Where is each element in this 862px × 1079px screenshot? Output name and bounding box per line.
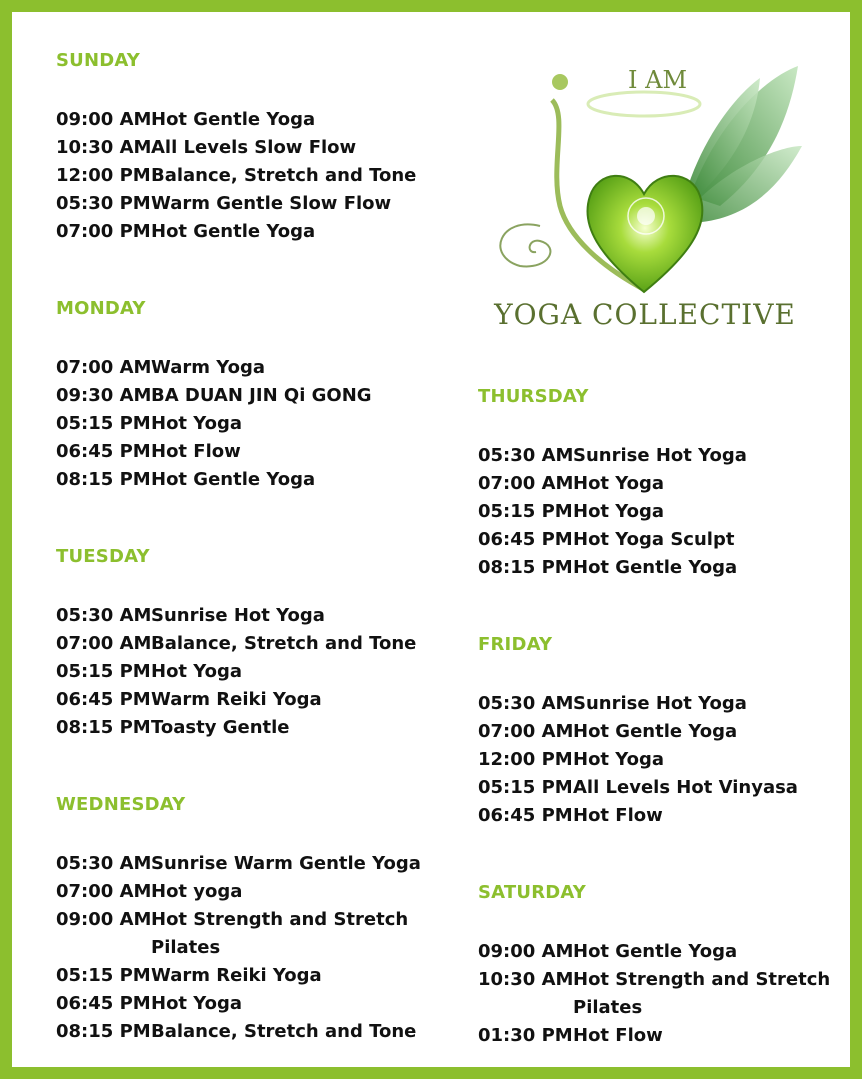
class-name: Warm Reiki Yoga — [151, 965, 322, 986]
class-time: 08:15 PM — [478, 557, 573, 578]
class-entry — [56, 990, 456, 1018]
class-entry — [56, 1018, 456, 1046]
class-name: Warm Gentle Slow Flow — [151, 193, 392, 214]
class-entry — [56, 878, 456, 906]
class-entry — [478, 442, 858, 470]
class-name: Hot Strength and Stretch — [573, 969, 831, 990]
class-time: 12:00 PM — [56, 165, 151, 186]
class-entry — [478, 554, 858, 582]
logo-name-text: YOGA COLLECTIVE — [494, 298, 796, 331]
day-section-monday — [56, 298, 456, 494]
class-entry — [478, 498, 858, 526]
class-entry — [478, 690, 858, 718]
class-name: Sunrise Hot Yoga — [573, 445, 747, 466]
class-entry — [56, 354, 456, 382]
class-name: Hot Gentle Yoga — [573, 941, 738, 962]
class-name: Hot Gentle Yoga — [573, 721, 738, 742]
class-time: 05:30 PM — [56, 193, 151, 214]
day-heading: SATURDAY — [478, 882, 587, 903]
class-name: Hot Yoga Sculpt — [573, 529, 735, 550]
class-time: 05:30 AM — [478, 445, 574, 466]
class-entry — [478, 966, 858, 1022]
class-entry — [56, 410, 456, 438]
class-time: 05:15 PM — [478, 777, 573, 798]
class-time: 07:00 PM — [56, 221, 151, 242]
class-entry — [56, 686, 456, 714]
day-heading: TUESDAY — [56, 546, 150, 567]
class-name: Hot Yoga — [151, 413, 243, 434]
class-time: 05:15 PM — [56, 413, 151, 434]
class-name: Hot yoga — [151, 881, 243, 902]
class-time: 05:30 AM — [56, 605, 152, 626]
class-name: Sunrise Warm Gentle Yoga — [151, 853, 421, 874]
class-name: Hot Yoga — [573, 501, 665, 522]
class-time: 09:00 AM — [478, 941, 574, 962]
class-time: 08:15 PM — [56, 469, 151, 490]
class-time: 05:15 PM — [478, 501, 573, 522]
class-time: 06:45 PM — [56, 993, 151, 1014]
class-time: 08:15 PM — [56, 1021, 151, 1042]
class-entry — [478, 526, 858, 554]
class-name: Hot Gentle Yoga — [151, 109, 316, 130]
class-entry — [56, 382, 456, 410]
class-time: 05:15 PM — [56, 965, 151, 986]
day-section-friday — [478, 634, 858, 830]
class-name: Toasty Gentle — [151, 717, 290, 738]
class-entry — [56, 438, 456, 466]
class-time: 07:00 AM — [478, 721, 574, 742]
class-entry — [478, 718, 858, 746]
class-list — [56, 106, 456, 246]
class-entry — [56, 162, 456, 190]
class-entry — [56, 962, 456, 990]
class-name: Hot Flow — [573, 805, 663, 826]
schedule-left-column — [56, 50, 456, 1046]
class-entry — [478, 470, 858, 498]
class-time: 07:00 AM — [56, 881, 152, 902]
class-name: Hot Gentle Yoga — [151, 469, 316, 490]
class-name: Hot Yoga — [151, 993, 243, 1014]
class-time: 09:00 AM — [56, 109, 152, 130]
day-heading: THURSDAY — [478, 386, 589, 407]
class-time: 10:30 AM — [478, 969, 574, 990]
day-heading: WEDNESDAY — [56, 794, 186, 815]
class-name-continued: Pilates — [151, 937, 221, 958]
class-list — [478, 690, 858, 830]
class-time: 06:45 PM — [56, 441, 151, 462]
class-name: Balance, Stretch and Tone — [151, 1021, 417, 1042]
day-section-thursday — [478, 386, 858, 582]
day-section-sunday — [56, 50, 456, 246]
class-name: All Levels Hot Vinyasa — [573, 777, 798, 798]
class-time: 07:00 AM — [478, 473, 574, 494]
class-time: 09:30 AM — [56, 385, 152, 406]
class-entry — [478, 938, 858, 966]
class-name: Hot Gentle Yoga — [151, 221, 316, 242]
class-entry — [56, 630, 456, 658]
yoga-collective-logo — [480, 56, 810, 346]
class-entry — [56, 190, 456, 218]
class-entry — [56, 218, 456, 246]
class-time: 10:30 AM — [56, 137, 152, 158]
class-time: 01:30 PM — [478, 1025, 573, 1046]
class-entry — [56, 850, 456, 878]
class-name: Sunrise Hot Yoga — [573, 693, 747, 714]
class-name: Balance, Stretch and Tone — [151, 633, 417, 654]
class-entry — [56, 106, 456, 134]
class-list — [478, 938, 858, 1050]
class-entry — [56, 134, 456, 162]
class-name: BA DUAN JIN Qi GONG — [151, 385, 372, 406]
class-name-continued: Pilates — [573, 997, 643, 1018]
class-entry — [478, 1022, 858, 1050]
class-time: 08:15 PM — [56, 717, 151, 738]
logo-iam-text: I AM — [628, 66, 688, 94]
class-time: 06:45 PM — [56, 689, 151, 710]
class-name: Warm Reiki Yoga — [151, 689, 322, 710]
class-name: Hot Strength and Stretch — [151, 909, 409, 930]
class-name: Hot Gentle Yoga — [573, 557, 738, 578]
class-list — [56, 850, 456, 1046]
day-section-wednesday — [56, 794, 456, 1046]
class-time: 05:15 PM — [56, 661, 151, 682]
class-time: 05:30 AM — [478, 693, 574, 714]
class-name: Hot Yoga — [573, 749, 665, 770]
class-name: Hot Flow — [573, 1025, 663, 1046]
class-name: Hot Yoga — [573, 473, 665, 494]
class-name: Warm Yoga — [151, 357, 266, 378]
class-time: 06:45 PM — [478, 805, 573, 826]
class-entry — [56, 906, 456, 962]
class-time: 07:00 AM — [56, 633, 152, 654]
class-time: 07:00 AM — [56, 357, 152, 378]
class-entry — [478, 746, 858, 774]
class-entry — [56, 714, 456, 742]
class-list — [478, 442, 858, 582]
class-list — [56, 354, 456, 494]
class-time: 05:30 AM — [56, 853, 152, 874]
day-heading: MONDAY — [56, 298, 146, 319]
class-time: 06:45 PM — [478, 529, 573, 550]
class-entry — [56, 466, 456, 494]
class-name: Hot Yoga — [151, 661, 243, 682]
class-name: Sunrise Hot Yoga — [151, 605, 325, 626]
class-name: Hot Flow — [151, 441, 241, 462]
class-entry — [56, 658, 456, 686]
day-heading: SUNDAY — [56, 50, 141, 71]
class-entry — [478, 774, 858, 802]
class-name: Balance, Stretch and Tone — [151, 165, 417, 186]
day-heading: FRIDAY — [478, 634, 553, 655]
class-entry — [478, 802, 858, 830]
class-name: All Levels Slow Flow — [151, 137, 357, 158]
class-entry — [56, 602, 456, 630]
class-time: 12:00 PM — [478, 749, 573, 770]
day-section-tuesday — [56, 546, 456, 742]
schedule-right-column — [478, 386, 858, 1050]
day-section-saturday — [478, 882, 858, 1050]
class-list — [56, 602, 456, 742]
class-time: 09:00 AM — [56, 909, 152, 930]
